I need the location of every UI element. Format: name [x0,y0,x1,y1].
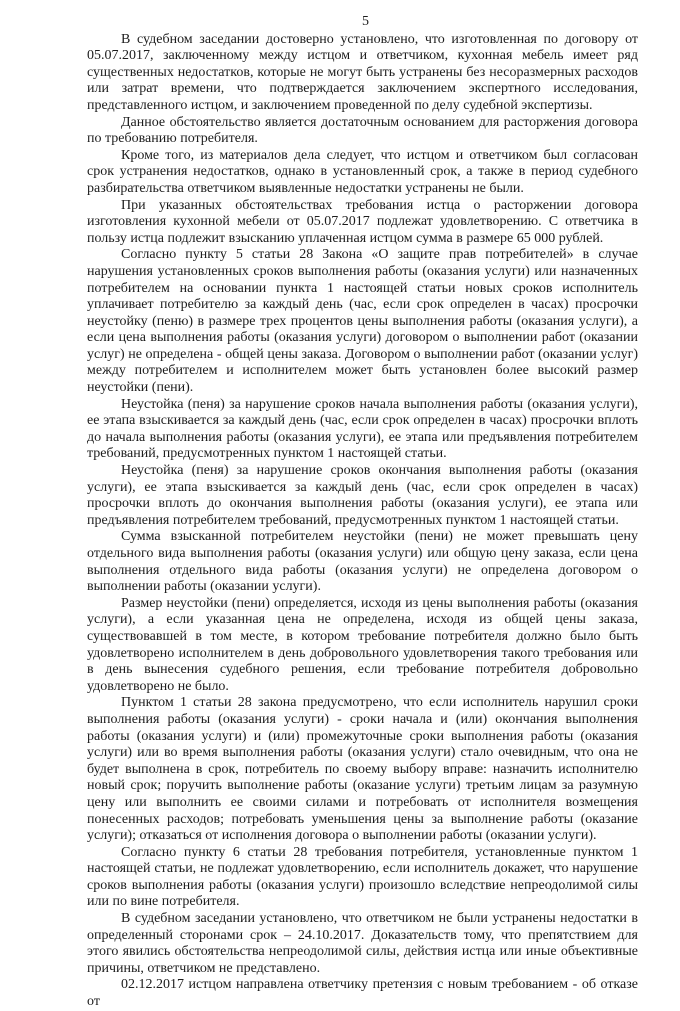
paragraph-defects-not-fixed: В судебном заседании установлено, что ответчиком не были устранены недостатки в определенный сторонами срок – 24.10.2017. Доказательств тому, что препятствием для этого явились обстоятельства непреодолимой силы, действия истца или иные объективные причины, ответчиком не представлено. [87,911,638,976]
paragraph-claim-sent: 02.12.2017 истцом направлена ответчику претензия с новым требованием - об отказе от [87,977,638,1010]
paragraph-article-28-point-5: Согласно пункту 5 статьи 28 Закона «О защите прав потребителей» в случае нарушения установленных сроков выполнения работы (оказания услуги) или назначенных потребителем на основании пункта 1 настоящей статьи новых сроков исполнитель уплачивает потребителю за каждый день (час, если срок определен в часах) просрочки неустойку (пеню) в размере трех процентов цены выполнения работы (оказания услуги), а если цена выполнения работы (оказания услуги) договором о выполнении работ (оказании услуг) не определена - общей цены заказа. Договором о выполнении работ (оказании услуг) между потребителем и исполнителем может быть установлен более высокий размер неустойки (пени). [87,247,638,396]
page-number: 5 [362,14,369,29]
paragraph-defects-established: В судебном заседании достоверно установлено, что изготовленная по договору от 05.07.2017, заключенному между истцом и ответчиком, кухонная мебель имеет ряд существенных недостатков, которые не могут быть устранены без несоразмерных расходов или затрат времени, что подтверждается заключением экспертного исследования, представленного истцом, и заключением проведенной по делу судебной экспертизы. [87,31,638,113]
paragraph-penalty-amount: Размер неустойки (пени) определяется, исходя из цены выполнения работы (оказания услуги), а если указанная цена не определена, исходя из общей цены заказа, существовавшей в том месте, в котором требование потребителя должно было быть удовлетворено исполнителем в день добровольного удовлетворения такого требования или в день вынесения судебного решения, если требование потребителя добровольно удовлетворено не было. [87,595,638,694]
paragraph-claim-satisfied: При указанных обстоятельствах требования истца о расторжении договора изготовления кухонной мебели от 05.07.2017 подлежат удовлетворению. С ответчика в пользу истца подлежит взысканию уплаченная истцом сумма в размере 65 000 рублей. [87,197,638,246]
paragraph-penalty-start-delay: Неустойка (пеня) за нарушение сроков начала выполнения работы (оказания услуги), ее этапа взыскивается за каждый день (час, если срок определен в часах) просрочки вплоть до начала выполнения работы (оказания услуги), ее этапа или предъявления потребителем требований, предусмотренных пунктом 1 настоящей статьи. [87,396,638,462]
paragraph-article-28-point-1: Пунктом 1 статьи 28 закона предусмотрено, что если исполнитель нарушил сроки выполнения работы (оказания услуги) - сроки начала и (или) окончания выполнения работы (оказания услуги) и (или) промежуточные сроки выполнения работы (оказания услуги) или во время выполнения работы (оказания услуги) стало очевидным, что она не будет выполнена в срок, потребитель по своему выбору вправе: назначить исполнителю новый срок; поручить выполнение работы (оказание услуги) третьим лицам за разумную цену или выполнить ее своими силами и потребовать от исполнителя возмещения понесенных расходов; потребовать уменьшения цены за выполнение работы (оказание услуги); отказаться от исполнения договора о выполнении работы (оказании услуги). [87,695,638,844]
paragraph-grounds-for-termination: Данное обстоятельство является достаточным основанием для расторжения договора по требованию потребителя. [87,114,638,147]
paragraph-agreed-repair-term: Кроме того, из материалов дела следует, что истцом и ответчиком был согласован срок устранения недостатков, однако в установленный срок, а также в период судебного разбирательства ответчиком выявленные недостатки устранены не были. [87,147,638,196]
paragraph-penalty-end-delay: Неустойка (пеня) за нарушение сроков окончания выполнения работы (оказания услуги), ее этапа взыскивается за каждый день (час, если срок определен в часах) просрочки вплоть до окончания выполнения работы (оказания услуги), ее этапа или предъявления потребителем требований, предусмотренных пунктом 1 настоящей статьи. [87,463,638,528]
paragraph-penalty-limit: Сумма взысканной потребителем неустойки (пени) не может превышать цену отдельного вида выполнения работы (оказания услуги) или общую цену заказа, если цена выполнения отдельного вида работы (оказания услуги) не определена договором о выполнении работы (оказании услуги). [87,529,638,595]
paragraph-article-28-point-6: Согласно пункту 6 статьи 28 требования потребителя, установленные пунктом 1 настоящей статьи, не подлежат удовлетворению, если исполнитель докажет, что нарушение сроков выполнения работы (оказания услуги) произошло вследствие непреодолимой силы или по вине потребителя. [87,844,638,910]
